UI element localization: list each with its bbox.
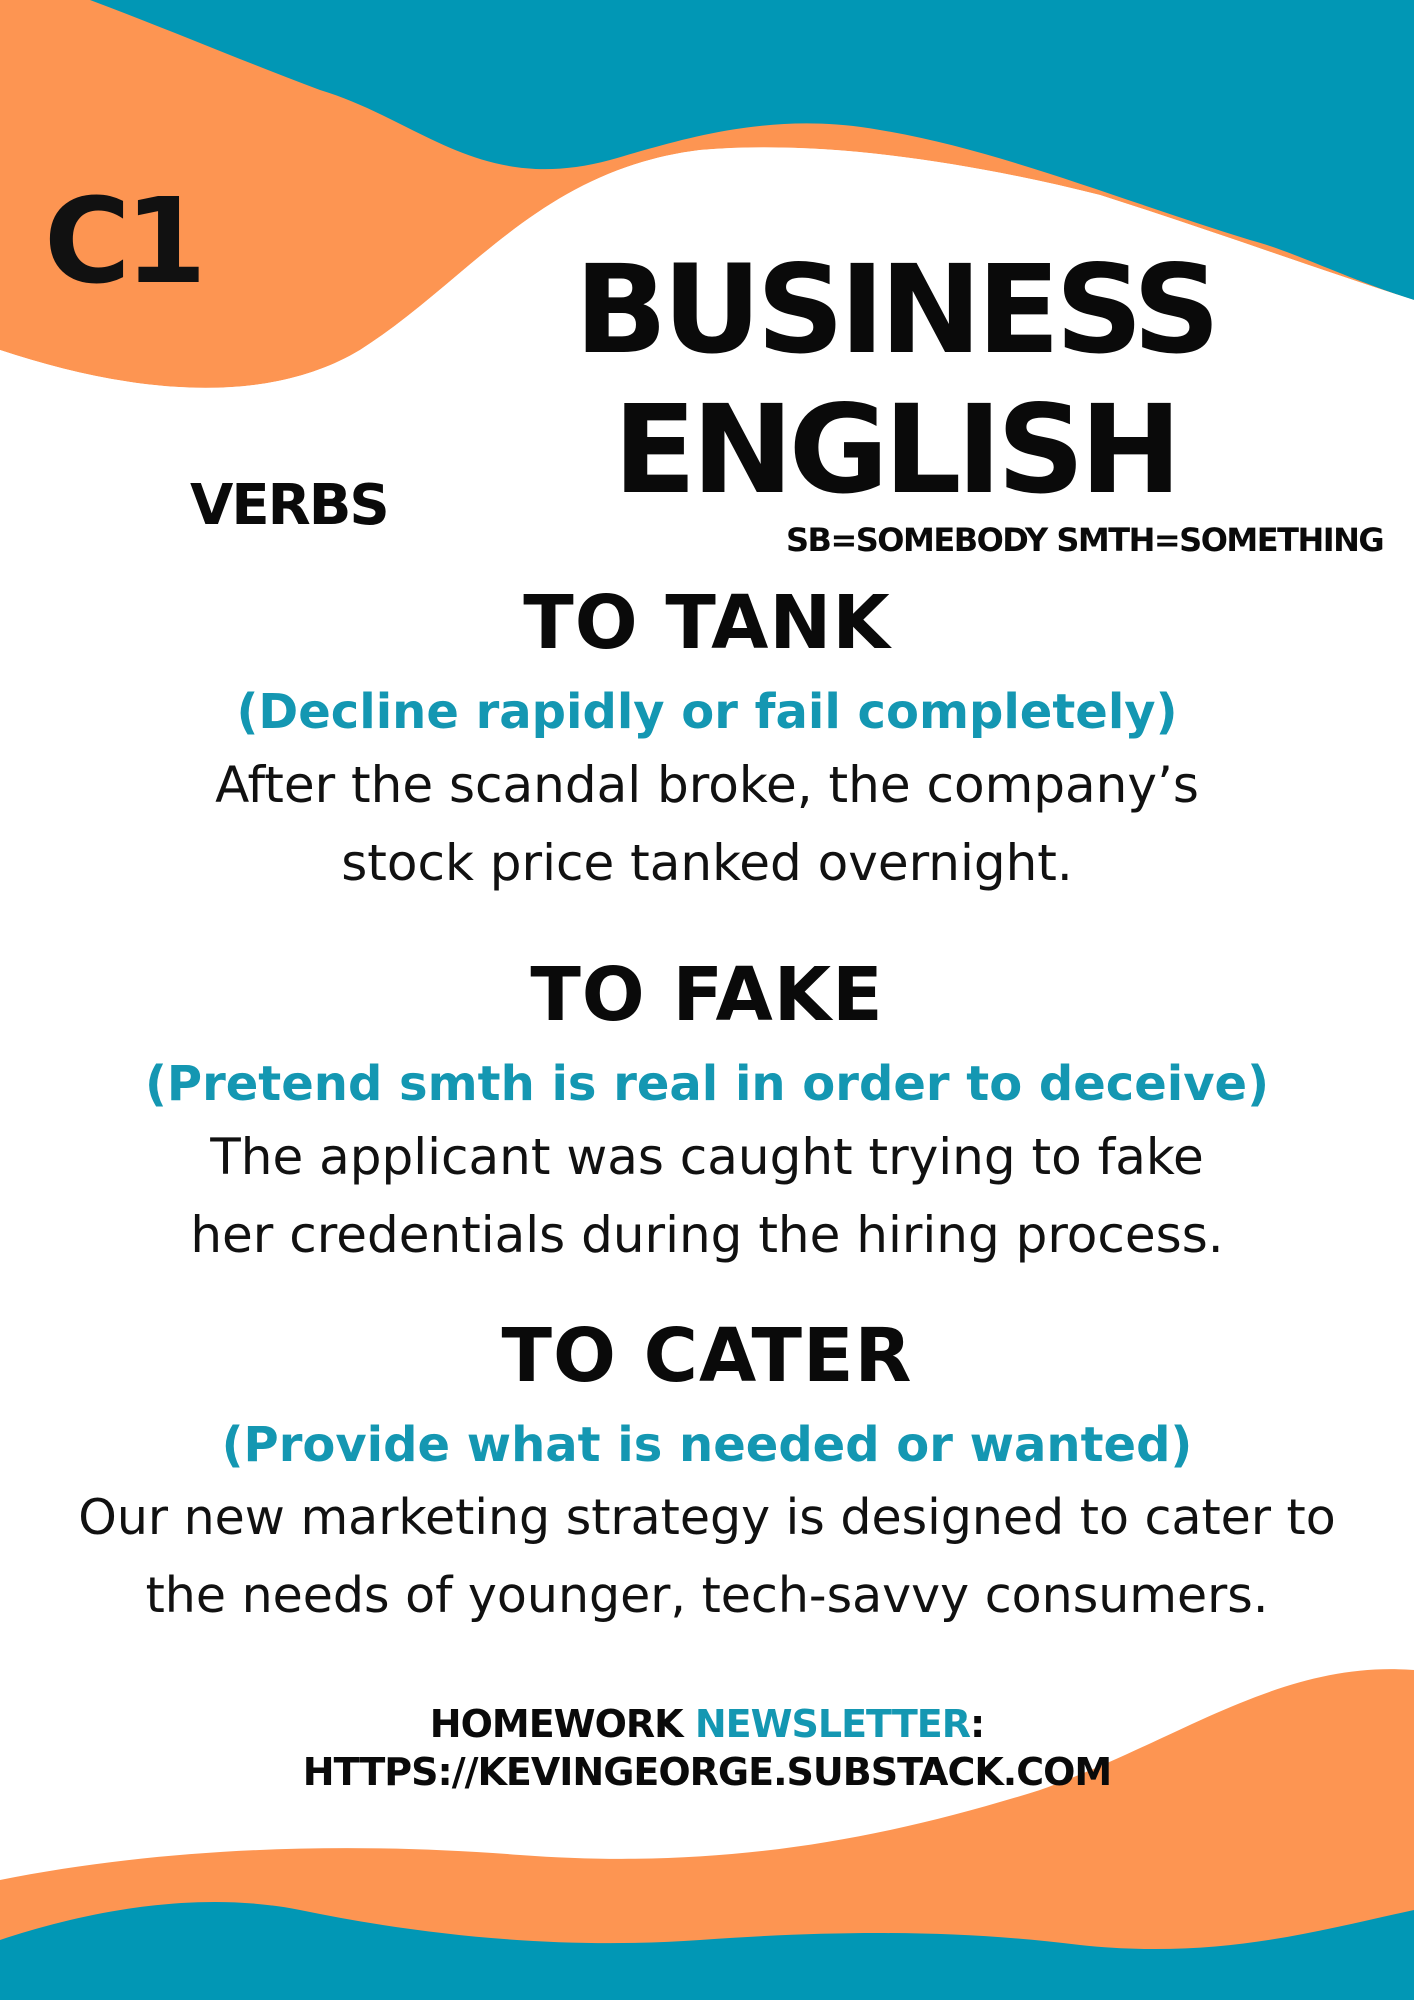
newsletter-label: NEWSLETTER: [694, 1702, 970, 1746]
verb-definition: (Provide what is needed or wanted): [221, 1417, 1193, 1473]
level-badge: C1: [44, 172, 201, 310]
verb-heading: TO TANK: [523, 580, 891, 666]
example-sentence: [0, 1479, 1414, 1635]
abbreviation-key: SB=SOMEBODY SMTH=SOMETHING: [786, 521, 1384, 559]
example-line-2: the needs of younger, tech-savvy consumers.: [145, 1567, 1269, 1624]
title-line-2: ENGLISH: [613, 379, 1177, 521]
newsletter-url[interactable]: HTTPS://KEVINGEORGE.SUBSTACK.COM: [302, 1750, 1112, 1794]
verb-heading: TO CATER: [501, 1313, 913, 1399]
example-sentence: [0, 746, 1414, 902]
example-line-1: After the scandal broke, the company’s: [215, 756, 1199, 814]
title-line-1: BUSINESS: [574, 239, 1216, 381]
verb-definition: (Pretend smth is real in order to deceive): [144, 1056, 1270, 1112]
category-label: VERBS: [190, 473, 388, 538]
bottom-wave-decoration: [0, 1640, 1414, 2000]
example-line-1: Our new marketing strategy is designed to cater to: [78, 1489, 1336, 1546]
example-sentence: [0, 1118, 1414, 1274]
page-title: [560, 240, 1230, 520]
footer-colon: :: [970, 1702, 985, 1746]
vocab-entry: [0, 952, 1414, 1274]
example-line-1: The applicant was caught trying to fake: [210, 1128, 1204, 1186]
newsletter-footer: [0, 1700, 1414, 1796]
vocab-entry: [0, 1313, 1414, 1635]
verb-definition: (Decline rapidly or fail completely): [236, 684, 1178, 740]
vocab-entry: [0, 580, 1414, 902]
example-line-2: her credentials during the hiring process.: [190, 1206, 1224, 1264]
homework-label: HOMEWORK: [429, 1702, 683, 1746]
verb-heading: TO FAKE: [530, 952, 884, 1038]
footer-line-1: [0, 1700, 1414, 1748]
example-line-2: stock price tanked overnight.: [341, 834, 1073, 892]
